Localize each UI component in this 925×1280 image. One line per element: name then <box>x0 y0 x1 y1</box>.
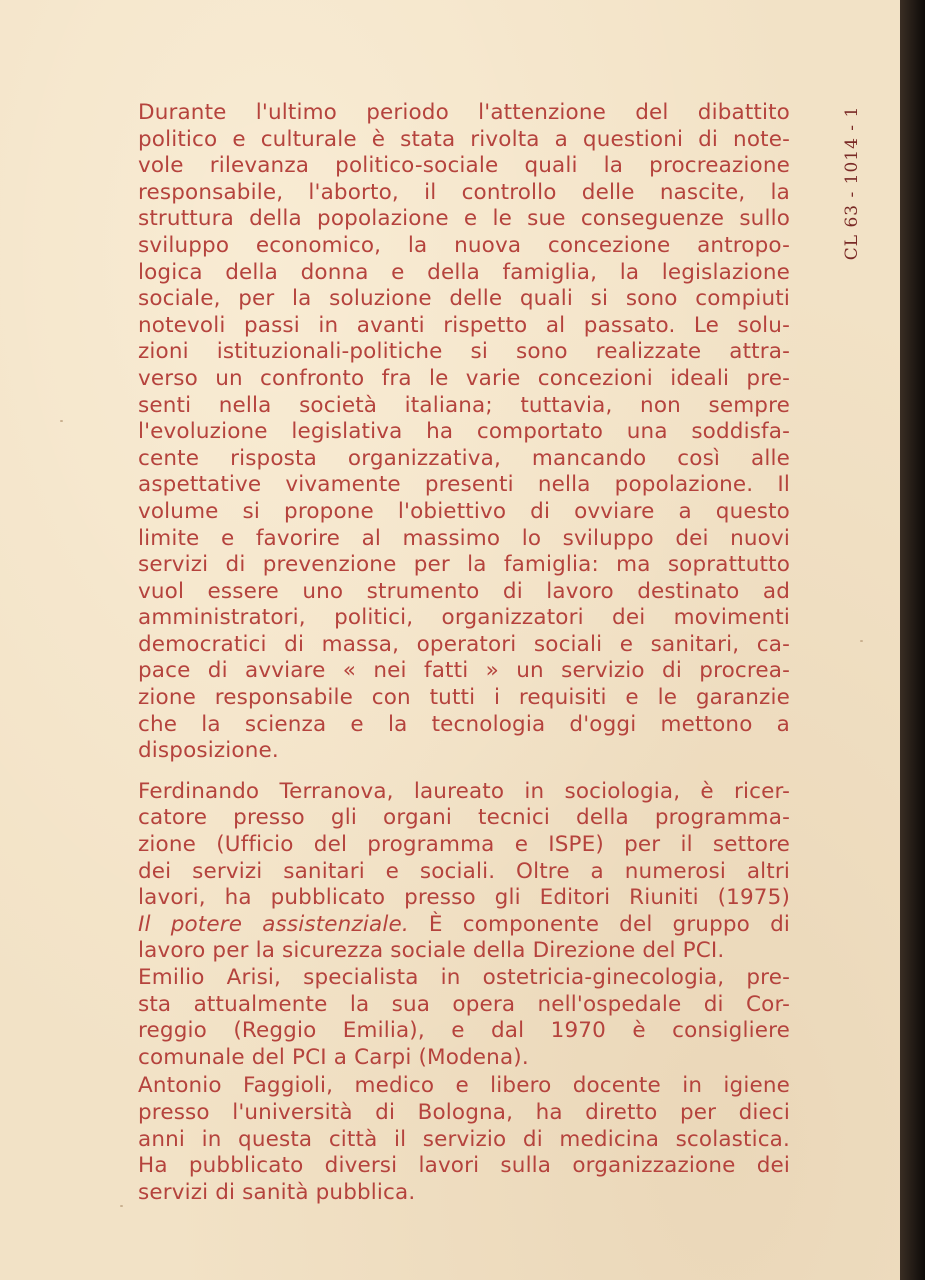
text-line: sociale, per la soluzione delle quali si sono compiuti <box>138 286 790 312</box>
text-line: Antonio Faggioli, medico e libero docente in igiene <box>138 1073 790 1099</box>
text-line: disposizione. <box>138 738 279 764</box>
paper-speck <box>60 420 63 422</box>
catalog-code-text: CL 63 - 1014 - 1 <box>842 105 862 261</box>
text-line: Ha pubblicato diversi lavori sulla organizzazione dei <box>138 1153 790 1179</box>
text-line: limite e favorire al massimo lo sviluppo dei nuovi <box>138 525 790 551</box>
text-line: vole rilevanza politico-sociale quali la procreazione <box>138 153 790 179</box>
text-line: lavori, ha pubblicato presso gli Editori Riuniti (1975) <box>138 885 790 911</box>
text-line: che la scienza e la tecnologia d'oggi mettono a <box>138 711 790 737</box>
text-line: sviluppo economico, la nuova concezione antropo- <box>138 232 790 258</box>
text-line: zione (Ufficio del programma e ISPE) per il settore <box>138 832 790 858</box>
text-line: senti nella società italiana; tuttavia, non sempre <box>138 392 790 418</box>
text-line: vuol essere uno strumento di lavoro destinato ad <box>138 578 790 604</box>
text-line: presso l'università di Bologna, ha diretto per dieci <box>138 1099 790 1125</box>
text-line: comunale del PCI a Carpi (Modena). <box>138 1044 529 1070</box>
paragraph-author-arisi <box>138 965 790 1071</box>
text-line: cente risposta organizzativa, mancando così alle <box>138 445 790 471</box>
text-line: notevoli passi in avanti rispetto al passato. Le solu- <box>138 312 790 338</box>
text-line: sta attualmente la sua opera nell'ospedale di Cor- <box>138 991 790 1017</box>
cover-edge-shadow <box>900 0 925 1280</box>
text-fragment: È componente del gruppo di <box>408 911 790 937</box>
paper-speck <box>120 1205 123 1207</box>
catalog-code <box>840 88 864 278</box>
text-line-with-title <box>138 912 790 939</box>
text-line: aspettative vivamente presenti nella popolazione. Il <box>138 472 790 498</box>
text-line: Durante l'ultimo periodo l'attenzione del dibattito <box>138 100 790 125</box>
text-line: lavoro per la sicurezza sociale della Direzione del PCI. <box>138 938 725 964</box>
paper-speck <box>860 640 863 642</box>
text-line: zione responsabile con tutti i requisiti e le garanzie <box>138 685 790 711</box>
text-line: reggio (Reggio Emilia), e dal 1970 è consigliere <box>138 1018 790 1044</box>
text-line: servizi di sanità pubblica. <box>138 1179 416 1205</box>
book-title: Il potere assistenziale. <box>138 911 409 937</box>
text-line: l'evoluzione legislativa ha comportato una soddisfa- <box>138 419 790 445</box>
text-line: servizi di prevenzione per la famiglia: ma soprattutto <box>138 552 790 578</box>
text-line: Ferdinando Terranova, laureato in sociologia, è ricer- <box>138 778 790 804</box>
paragraph-description <box>138 100 790 765</box>
text-line: anni in questa città il servizio di medicina scolastica. <box>138 1126 790 1152</box>
text-line: politico e culturale è stata rivolta a questioni di note- <box>138 126 790 152</box>
paragraph-spacer <box>138 765 790 779</box>
text-line: amministratori, politici, organizzatori dei movimenti <box>138 605 790 631</box>
text-line: volume si propone l'obiettivo di ovviare a questo <box>138 498 790 524</box>
text-line: Emilio Arisi, specialista in ostetricia-ginecologia, pre- <box>138 965 790 990</box>
text-line: verso un confronto fra le varie concezioni ideali pre- <box>138 365 790 391</box>
paragraph-author-terranova <box>138 779 790 965</box>
text-line: responsabile, l'aborto, il controllo delle nascite, la <box>138 179 790 205</box>
text-line: pace di avviare « nei fatti » un servizio di procrea- <box>138 658 790 684</box>
text-line: zioni istituzionali-politiche si sono realizzate attra- <box>138 339 790 365</box>
text-line: logica della donna e della famiglia, la legislazione <box>138 259 790 285</box>
blurb-text <box>138 100 790 1206</box>
text-line: democratici di massa, operatori sociali e sanitari, ca- <box>138 631 790 657</box>
text-line: catore presso gli organi tecnici della programma- <box>138 805 790 831</box>
text-line: struttura della popolazione e le sue conseguenze sullo <box>138 206 790 232</box>
text-line: dei servizi sanitari e sociali. Oltre a numerosi altri <box>138 858 790 884</box>
paragraph-author-faggioli <box>138 1073 790 1206</box>
